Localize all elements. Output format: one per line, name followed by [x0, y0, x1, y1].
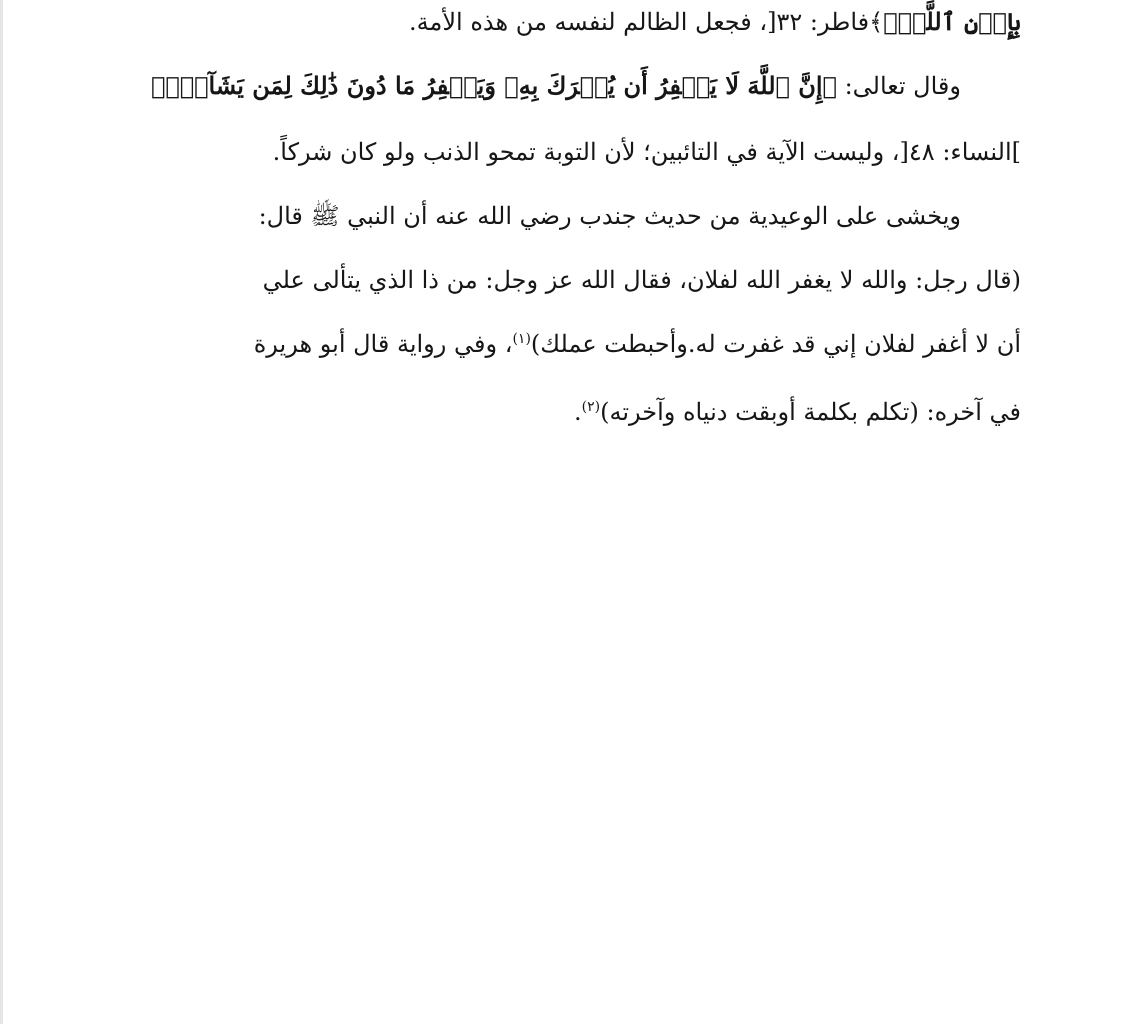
footnote-marker: (١) — [512, 331, 531, 347]
line-text: ]النساء: ٤٨[، وليست الآية في التائبين؛ لأن التوبة تمحو الذنب ولو كان شركاً. — [272, 138, 1021, 166]
line-text: (قال رجل: والله لا يغفر الله لفلان، فقال الله عز وجل: من ذا الذي يتألى علي — [262, 266, 1021, 294]
footnote-marker: (٢) — [581, 399, 601, 415]
text-line-2 — [113, 66, 1021, 106]
quran-verse: ﴿إِنَّ ٱللَّهَ لَا يَغۡفِرُ أَن يُشۡرَكَ بِهِۦ وَيَغۡفِرُ مَا دُونَ ذَٰلِكَ لِمَن يَشَآءُۚ﴾ — [150, 71, 837, 100]
line-text: في آخره: (تكلم بكلمة أوبقت دنياه وآخرته) — [600, 398, 1021, 426]
text-line-7 — [113, 392, 1021, 432]
line-text: ، وفي رواية قال أبو هريرة — [253, 330, 513, 358]
text-line-4 — [113, 196, 1021, 236]
quran-fragment: بِإِذۡنِ ٱللَّهِۚ — [883, 7, 1021, 36]
text-line-6 — [113, 324, 1021, 364]
line-text: ويخشى على الوعيدية من حديث جندب رضي الله عنه أن النبي ﷺ قال: — [258, 202, 961, 230]
line-text: . — [574, 398, 582, 426]
line-text: أن لا أغفر لفلان إني قد غفرت له.وأحبطت عملك) — [530, 330, 1021, 358]
text-line-5 — [113, 260, 1021, 300]
text-line-3 — [113, 132, 1021, 172]
line-text: وقال تعالى: — [836, 72, 961, 100]
line-text: ﴾فاطر: ٣٢[، فجعل الظالم لنفسه من هذه الأمة. — [409, 8, 884, 36]
text-line-1 — [113, 2, 1021, 42]
